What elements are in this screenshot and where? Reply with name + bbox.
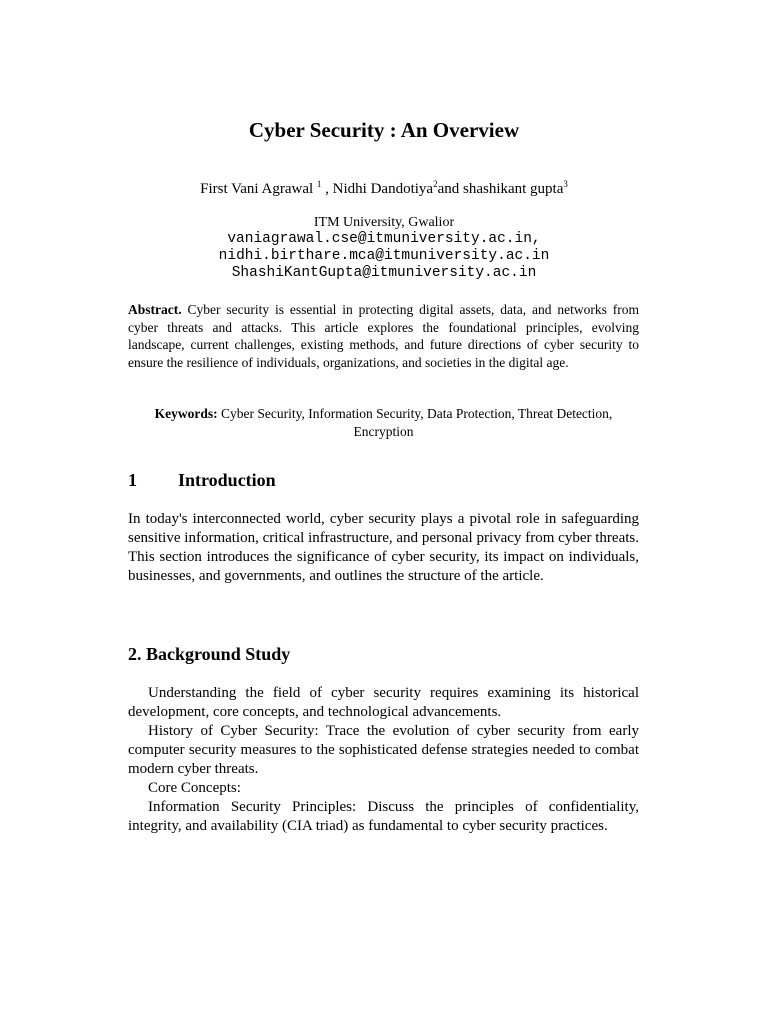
keywords-label: Keywords: — [154, 406, 218, 421]
email-1: vaniagrawal.cse@itmuniversity.ac.in, — [227, 231, 541, 247]
paper-title: Cyber Security : An Overview — [248, 118, 520, 142]
author-3-affil-mark: 3 — [563, 179, 568, 189]
section-1-body: In today's interconnected world, cyber security plays a pivotal role in safeguarding sensitive information, critical infrastructure, and personal privacy from cyber threats. This section introduces the significance of cyber security, its impact on individuals, businesses, and governments, and outlines the structure of the article. — [128, 511, 639, 584]
abstract-label: Abstract. — [128, 302, 182, 317]
email-2: nidhi.birthare.mca@itmuniversity.ac.in — [218, 248, 550, 264]
email-list — [0, 231, 768, 282]
section-2-body — [128, 684, 639, 836]
author-1: First Vani Agrawal — [200, 181, 317, 197]
section-2-paragraph: History of Cyber Security: Trace the evolution of cyber security from early computer security measures to the sophisticated defense strategies needed to combat modern cyber threats. — [128, 723, 639, 777]
section-2-heading: 2. Background Study — [128, 644, 291, 664]
author-line — [0, 180, 768, 198]
abstract-text: Cyber security is essential in protecting digital assets, data, and networks from cyber threats and attacks. This article explores the foundational principles, evolving landscape, current challenges, existing methods, and future directions of cyber security to ensure the resilience of individuals, organizations, and societies in the digital age. — [128, 302, 639, 370]
author-2: , Nidhi Dandotiya — [321, 181, 434, 197]
author-3: and shashikant gupta — [437, 181, 564, 197]
author-2-affil-mark: 2 — [433, 179, 438, 189]
section-2-paragraph: Information Security Principles: Discuss the principles of confidentiality, integrity, and availability (CIA triad) as fundamental to cyber security practices. — [128, 799, 639, 834]
section-1-title: Introduction — [178, 470, 276, 490]
section-1-number: 1 — [128, 470, 137, 490]
author-1-affil-mark: 1 — [316, 179, 322, 189]
keywords — [128, 405, 639, 440]
section-2-paragraph: Core Concepts: — [148, 780, 241, 796]
keywords-text: Cyber Security, Information Security, Data Protection, Threat Detection, Encryption — [217, 406, 613, 439]
email-3: ShashiKantGupta@itmuniversity.ac.in — [231, 265, 537, 281]
abstract — [128, 301, 639, 371]
section-2-paragraph: Understanding the field of cyber security requires examining its historical development, core concepts, and technological advancements. — [128, 685, 639, 720]
section-1-heading — [128, 468, 276, 492]
affiliation: ITM University, Gwalior — [313, 215, 455, 230]
